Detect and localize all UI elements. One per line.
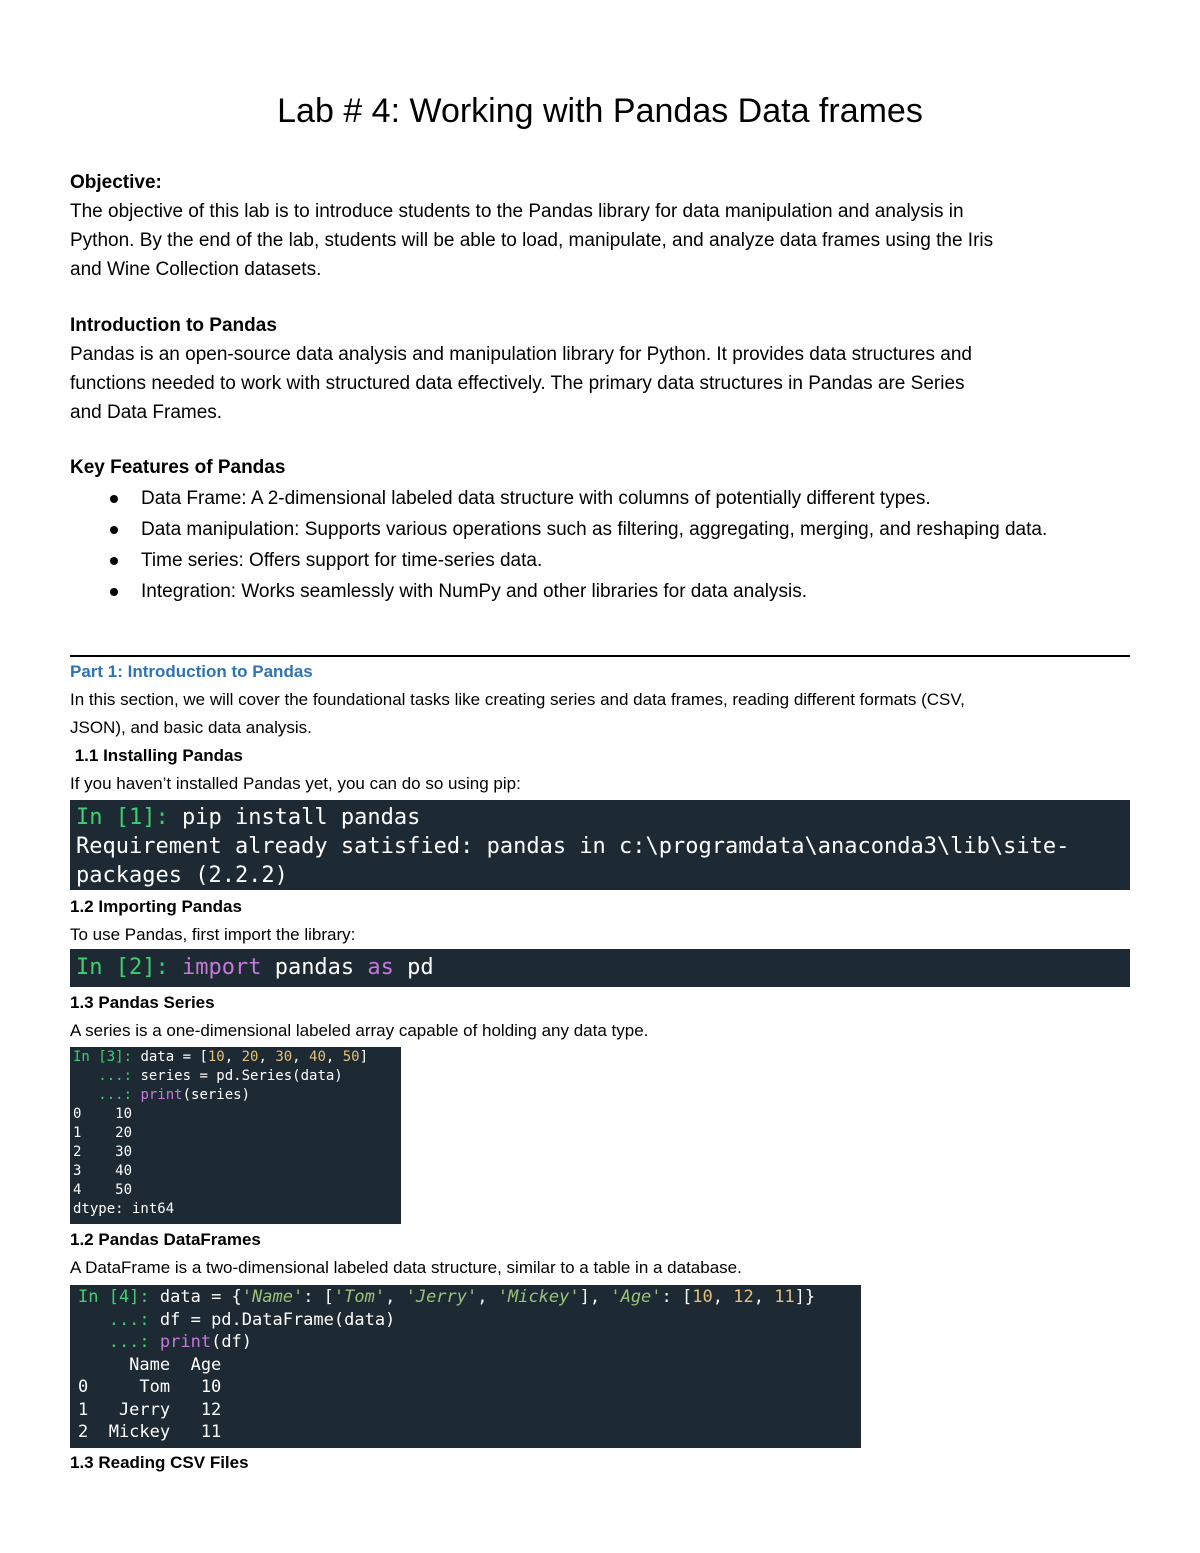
- introduction-section: [70, 311, 1130, 427]
- code-output: 3 40: [73, 1163, 133, 1179]
- code-prompt: In [1]:: [76, 805, 182, 830]
- part1-line: In this section, we will cover the foundational tasks like creating series and data frames, reading different formats (CSV,: [70, 690, 965, 709]
- code-number: 12: [733, 1287, 754, 1307]
- bullet-icon: [110, 588, 118, 596]
- reading-csv-section: [70, 1449, 1130, 1477]
- code-output: Requirement already satisfied: pandas in c:\programdata\anaconda3\lib\site-: [76, 834, 1070, 859]
- feature-item: [70, 484, 1130, 513]
- series-section: [70, 989, 1130, 1045]
- code-text: (series): [182, 1087, 251, 1103]
- code-prompt: In [2]:: [76, 955, 182, 980]
- code-keyword: print: [159, 1332, 212, 1352]
- code-string: 'Tom': [333, 1287, 386, 1307]
- code-output: 1 20: [73, 1125, 133, 1141]
- code-output: packages (2.2.2): [76, 863, 288, 888]
- code-output: 1 Jerry 12: [78, 1399, 222, 1420]
- features-section: [70, 453, 1130, 608]
- part1-section: [70, 658, 1130, 798]
- code-output: 0 10: [73, 1106, 133, 1122]
- objective-heading: Objective:: [70, 172, 162, 193]
- installing-heading: 1.1 Installing Pandas: [70, 746, 243, 765]
- bullet-icon: [110, 557, 118, 565]
- introduction-heading: Introduction to Pandas: [70, 315, 277, 336]
- introduction-line: Pandas is an open-source data analysis and manipulation library for Python. It provides data structures and: [70, 344, 972, 365]
- code-text: data = {: [159, 1287, 242, 1307]
- code-continuation: ...:: [73, 1087, 141, 1103]
- installing-text: If you haven’t installed Pandas yet, you can do so using pip:: [70, 774, 521, 793]
- importing-heading: 1.2 Importing Pandas: [70, 897, 242, 916]
- feature-text: Data Frame: A 2-dimensional labeled data structure with columns of potentially different types.: [141, 488, 931, 509]
- code-continuation: ...:: [73, 1068, 141, 1084]
- code-number: 10: [207, 1049, 225, 1065]
- code-number: 10: [692, 1287, 713, 1307]
- code-text: series = pd.Series(data): [140, 1068, 343, 1084]
- code-number: 11: [774, 1287, 795, 1307]
- code-alias: pd: [393, 955, 434, 980]
- section-divider: [70, 655, 1130, 657]
- introduction-line: and Data Frames.: [70, 402, 223, 423]
- code-block-dataframe: In [4]: data = {'Name': ['Tom', 'Jerry', 'Mickey'], 'Age': [10, 12, 11]} ...: df = pd.DataFrame(data) ...: print(df) Name Age 0 Tom 10 1 Jerry 12 2 Mickey 11: [70, 1285, 861, 1448]
- importing-section: [70, 893, 1130, 949]
- feature-text: Data manipulation: Supports various operations such as filtering, aggregating, merging, and reshaping data.: [141, 519, 1048, 540]
- code-output: dtype: int64: [73, 1201, 175, 1217]
- objective-line: The objective of this lab is to introduce students to the Pandas library for data manipulation and analysis in: [70, 201, 964, 222]
- code-prompt: In [3]:: [73, 1049, 141, 1065]
- feature-item: [70, 515, 1130, 544]
- importing-text: To use Pandas, first import the library:: [70, 925, 356, 944]
- series-text: A series is a one-dimensional labeled array capable of holding any data type.: [70, 1021, 649, 1040]
- bullet-icon: [110, 495, 118, 503]
- code-output: 2 30: [73, 1144, 133, 1160]
- objective-line: and Wine Collection datasets.: [70, 259, 322, 280]
- code-continuation: ...:: [78, 1332, 160, 1352]
- code-block-series: In [3]: data = [10, 20, 30, 40, 50] ...: series = pd.Series(data) ...: print(series) 0 10 1 20 2 30 3 40 4 50 dtype: int64: [70, 1047, 401, 1224]
- code-block-install: [70, 800, 1130, 890]
- code-text: (df): [211, 1332, 253, 1352]
- code-text: data = [: [140, 1049, 208, 1065]
- dataframes-heading: 1.2 Pandas DataFrames: [70, 1230, 261, 1249]
- code-number: 20: [241, 1049, 259, 1065]
- code-string: 'Name': [241, 1287, 304, 1307]
- code-output-header: Name Age: [78, 1354, 222, 1375]
- introduction-line: functions needed to work with structured data effectively. The primary data structures in Pandas are Series: [70, 373, 965, 394]
- features-heading: Key Features of Pandas: [70, 457, 286, 478]
- code-keyword: print: [140, 1087, 183, 1103]
- code-number: 40: [309, 1049, 326, 1065]
- code-output: 0 Tom 10: [78, 1377, 222, 1397]
- code-keyword: import: [181, 955, 262, 980]
- code-number: 50: [342, 1049, 360, 1065]
- part1-line: JSON), and basic data analysis.: [70, 718, 312, 737]
- objective-section: [70, 168, 1130, 284]
- dataframes-text: A DataFrame is a two-dimensional labeled data structure, similar to a table in a database.: [70, 1258, 742, 1277]
- dataframes-section: [70, 1226, 1130, 1282]
- code-command: pip install pandas: [181, 805, 421, 830]
- series-heading: 1.3 Pandas Series: [70, 993, 215, 1012]
- code-string: 'Mickey': [497, 1287, 580, 1307]
- feature-item: [70, 546, 1130, 575]
- feature-text: Time series: Offers support for time-series data.: [141, 550, 543, 571]
- page-title: Lab # 4: Working with Pandas Data frames: [277, 92, 923, 130]
- code-continuation: ...:: [78, 1309, 160, 1330]
- part1-heading: Part 1: Introduction to Pandas: [70, 662, 313, 681]
- code-block-import: [70, 949, 1130, 987]
- feature-text: Integration: Works seamlessly with NumPy and other libraries for data analysis.: [141, 581, 807, 602]
- code-string: 'Jerry': [405, 1287, 478, 1307]
- code-output: 2 Mickey 11: [78, 1422, 222, 1442]
- code-number: 30: [275, 1049, 293, 1065]
- feature-item: [70, 577, 1130, 606]
- bullet-icon: [110, 526, 118, 534]
- code-text: df = pd.DataFrame(data): [159, 1309, 396, 1330]
- features-list: [70, 484, 1130, 606]
- code-prompt: In [4]:: [78, 1287, 160, 1307]
- code-output: 4 50: [73, 1182, 133, 1198]
- objective-line: Python. By the end of the lab, students will be able to load, manipulate, and analyze data frames using the Iris: [70, 230, 994, 251]
- reading-csv-heading: 1.3 Reading CSV Files: [70, 1453, 249, 1472]
- code-module: pandas: [261, 955, 368, 980]
- code-string: 'Age': [610, 1287, 662, 1307]
- code-keyword: as: [367, 955, 394, 980]
